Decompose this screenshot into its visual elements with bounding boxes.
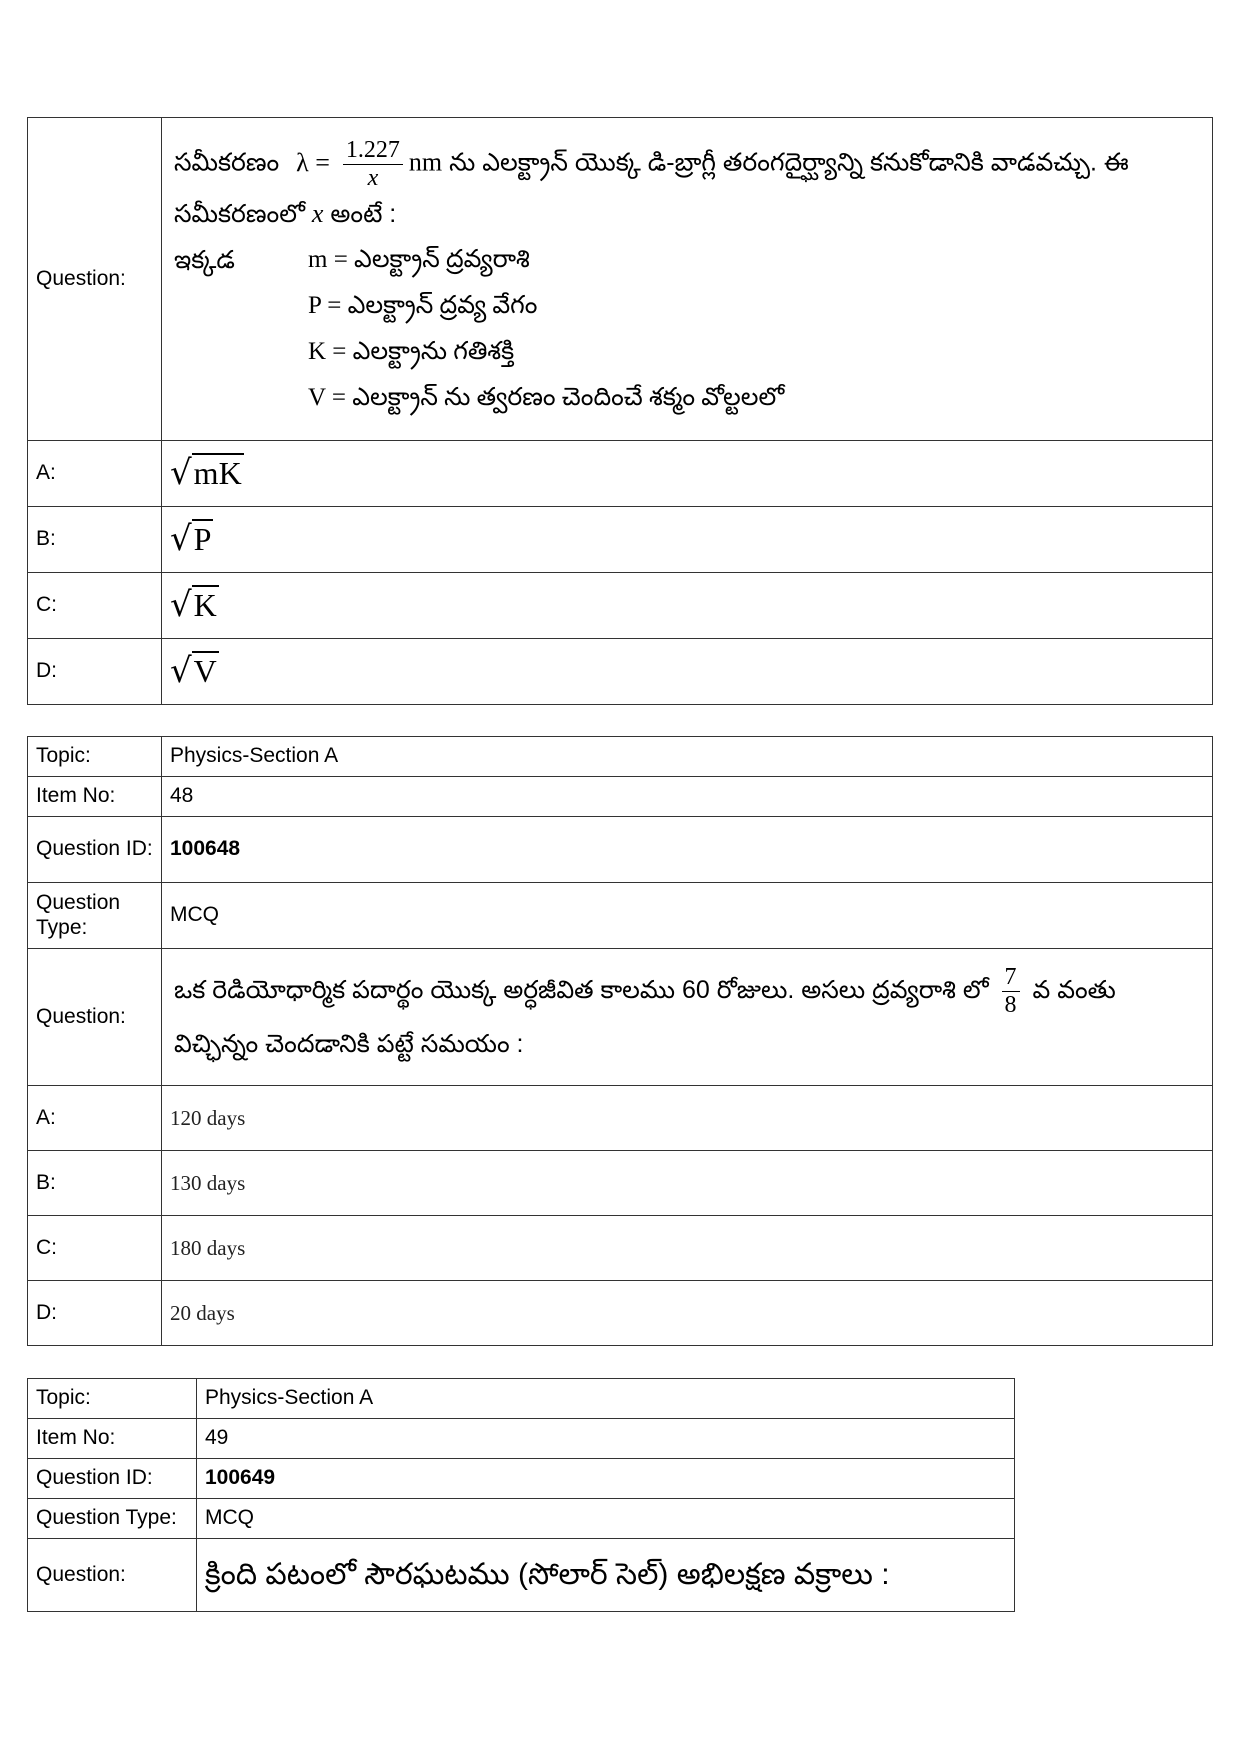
- option-c: √K: [162, 573, 1213, 639]
- option-b: 130 days: [162, 1151, 1213, 1216]
- option-label: A:: [28, 1086, 162, 1151]
- option-label: C:: [28, 1216, 162, 1281]
- question-block-49: [27, 1378, 1015, 1612]
- option-label: A:: [28, 441, 162, 507]
- option-b: √P: [162, 507, 1213, 573]
- topic-label: Topic:: [28, 1379, 197, 1419]
- topic-value: Physics-Section A: [197, 1379, 1015, 1419]
- question-text: [162, 949, 1213, 1086]
- question-id-value: 100648: [162, 817, 1213, 883]
- fraction: $\frac{1.227}{x}$: [343, 137, 403, 191]
- question-type-value: MCQ: [197, 1499, 1015, 1539]
- question-block-48: [27, 736, 1213, 1346]
- question-line-1: ఒక రెడియోధార్మిక పదార్థం యొక్క అర్ధజీవిత కాలము 60 రోజులు. అసలు ద్రవ్యరాశి లో $\frac{7}{8}$ వ వంతు: [174, 964, 1116, 1018]
- option-d: 20 days: [162, 1281, 1213, 1346]
- question-type-label: Question Type:: [28, 883, 162, 949]
- option-a: 120 days: [162, 1086, 1213, 1151]
- question-id-label: Question ID:: [28, 1459, 197, 1499]
- topic-label: Topic:: [28, 737, 162, 777]
- question-label: Question:: [28, 1539, 197, 1612]
- definition-row: V = ఎలక్ట్రాన్ ను త్వరణం చెందించే శక్మం వోల్టలలో: [308, 383, 785, 411]
- option-label: D:: [28, 1281, 162, 1346]
- sqrt-symbol: √: [170, 650, 192, 691]
- sqrt-symbol: √: [170, 452, 192, 493]
- option-label: B:: [28, 507, 162, 573]
- definition-row: ఇక్కడ m = ఎలక్ట్రాన్ ద్రవ్యరాశి: [174, 245, 530, 274]
- definition-row: P = ఎలక్ట్రాన్ ద్రవ్య వేగం: [308, 291, 538, 319]
- question-type-value: MCQ: [162, 883, 1213, 949]
- question-type-label: Question Type:: [28, 1499, 197, 1539]
- sqrt-symbol: √: [170, 518, 192, 559]
- sqrt-symbol: √: [170, 584, 192, 625]
- fraction: $\frac{7}{8}$: [1002, 964, 1020, 1018]
- item-no-label: Item No:: [28, 1419, 197, 1459]
- option-label: C:: [28, 573, 162, 639]
- option-c: 180 days: [162, 1216, 1213, 1281]
- option-a: √mK: [162, 441, 1213, 507]
- question-label: Question:: [28, 949, 162, 1086]
- topic-value: Physics-Section A: [162, 737, 1213, 777]
- item-no-value: 48: [162, 777, 1213, 817]
- question-block-47: [27, 117, 1213, 705]
- question-line-1: సమీకరణం λ = $\frac{1.227}{x}$ nm ను ఎలక్ట్రాన్ యొక్క డి-బ్రాగ్లీ తరంగదైర్ఘ్యాన్ని కనుకోడానికి వాడవచ్చు. ఈ: [174, 137, 1129, 191]
- option-label: D:: [28, 639, 162, 705]
- definition-row: K = ఎలక్ట్రాను గతిశక్తి: [308, 337, 515, 365]
- option-d: √V: [162, 639, 1213, 705]
- question-label: Question:: [28, 118, 162, 441]
- question-id-label: Question ID:: [28, 817, 162, 883]
- question-line-2: సమీకరణంలో x అంటే :: [174, 198, 397, 228]
- option-label: B:: [28, 1151, 162, 1216]
- item-no-value: 49: [197, 1419, 1015, 1459]
- question-id-value: 100649: [197, 1459, 1015, 1499]
- item-no-label: Item No:: [28, 777, 162, 817]
- question-text: క్రింది పటంలో సౌరఘటము (సోలార్ సెల్) అభిలక్షణ వక్రాలు :: [197, 1539, 1015, 1612]
- question-line-2: విచ్ఛిన్నం చెందడానికి పట్టే సమయం :: [174, 1030, 524, 1059]
- question-text: [162, 118, 1213, 441]
